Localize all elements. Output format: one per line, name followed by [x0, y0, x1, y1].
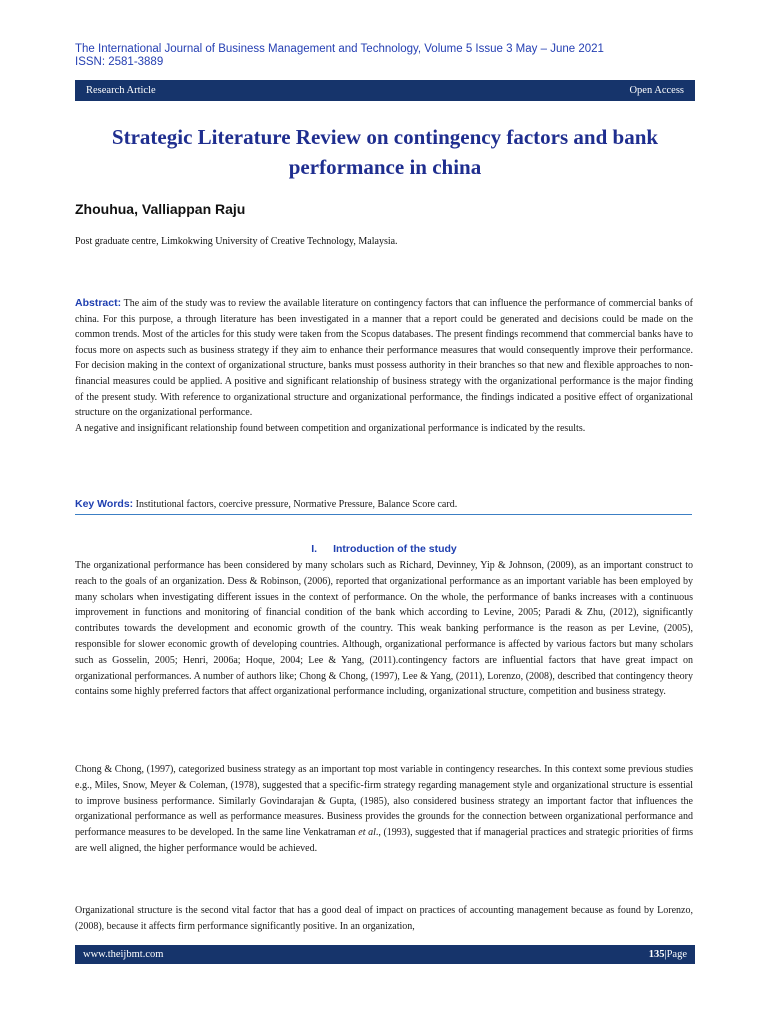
keywords-text: Institutional factors, coercive pressure, Normative Pressure, Balance Score card. [135, 499, 458, 510]
section-title: Introduction of the study [333, 543, 457, 555]
paper-title: Strategic Literature Review on contingency factors and bank performance in china [111, 125, 659, 179]
body-paragraph-2 [75, 762, 693, 857]
journal-issn: ISSN: 2581-3889 [75, 56, 164, 68]
abstract-text-continued: A negative and insignificant relationship found between competition and organizational performance is indicated by the results. [75, 422, 586, 434]
keywords-line [75, 498, 693, 511]
abstract-block [75, 296, 693, 436]
page-footer [75, 945, 695, 964]
italic-et-al: et al [358, 827, 376, 839]
page-number: 135 [648, 949, 665, 960]
abstract-label: Abstract: [75, 297, 122, 309]
paragraph-text: Chong & Chong, (1997), categorized business strategy as an important top most variable in contingency researches. In this context some previous studies e.g., Miles, Snow, Meyer & Coleman, (1978), suggested that a specific-firm strategy regarding management style and organizational structure is essential to improve business performance. Similarly Govindarajan & Gupta, (1985), also considered business strategy an important factor that influences the organizational performance as well as performance measures. Business provides the grounds for the connection between organizational performance and performance measures to be developed. In the same line Venkatraman [75, 764, 693, 839]
page-label: |Page [664, 949, 687, 960]
author-affiliation: Post graduate centre, Limkokwing University of Creative Technology, Malaysia. [75, 236, 398, 247]
body-paragraph-1 [75, 558, 693, 700]
keywords-divider [75, 514, 692, 515]
keywords-label: Key Words: [75, 498, 134, 510]
section-number: I. [311, 543, 318, 555]
section-heading [75, 543, 693, 555]
page-indicator [649, 949, 687, 960]
journal-citation: The International Journal of Business Management and Technology, Volume 5 Issue 3 May – June 2021 [75, 43, 604, 55]
journal-url: www.theijbmt.com [83, 949, 164, 960]
article-banner [75, 80, 695, 101]
abstract-text: The aim of the study was to review the available literature on contingency factors that can influence the performance of commercial banks of china. For this purpose, a through literature has been investigated in a manner that a report could be generated and decisions could be made on the common trends. Most of the articles for this study were taken from the Scopus databases. The present findings recommend that commercial banks have to focus more on aspects such as business strategy if they aim to enhance their performance measures that would consequently improve their performance. For decision making in the context of organizational structure, banks must possess authority in their branches so that new and flexible approaches to non-financial measures could be applied. A positive and significant relationship of business strategy with the organizational performance is the major finding of the present study. With reference to organizational structure and organizational performance, the findings indicated a positive effect of organizational structure on the organizational performance. [75, 298, 693, 419]
open-access-label: Open Access [629, 85, 684, 96]
body-paragraph-3 [75, 903, 693, 935]
journal-header [75, 43, 604, 69]
article-type-label: Research Article [86, 85, 156, 96]
paragraph-text: The organizational performance has been considered by many scholars such as Richard, Devinney, Yip & Johnson, (2009), as an important construct to reach to the goals of an organization. Dess & Robinson, (2006), reported that organizational performance as an important variable has been employed by many scholars when investigating different issues in the context of performance. On the whole, the performance of banks increases with a continuous improvement in functions and monitoring of financial condition of the bank which according to Levine, 2005; Paradi & Zhu, (2012), significantly contributes towards the development and economic growth of the country. This weak banking performance is the reason as per Levine, (2005), responsible for slower economic growth of developing countries. Although, organizational performance is affected by various factors but many scholars such as Gosselin, 2005; Henri, 2006a; Hoque, 2004; Lee & Yang, (2011).contingency factors are influential factors that have great impact on organizational performances. A number of authors like; Chong & Chong, (1997), Lee & Yang, (2011), Lorenzo, (2008), described that contingency theory contains some highly preferred factors that affect organizational performance including, organizational structure, competition and business strategy. [75, 560, 693, 698]
paragraph-text: Organizational structure is the second vital factor that has a good deal of impact on practices of accounting management because as found by Lorenzo, (2008), because it affects firm performance significantly positive. In an organization, [75, 905, 693, 932]
paragraph-text-end: ., (1993), suggested that if managerial practices and strategic priorities of firms are well aligned, the higher performance would be achieved. [75, 827, 694, 854]
paper-authors: Zhouhua, Valliappan Raju [75, 201, 246, 217]
